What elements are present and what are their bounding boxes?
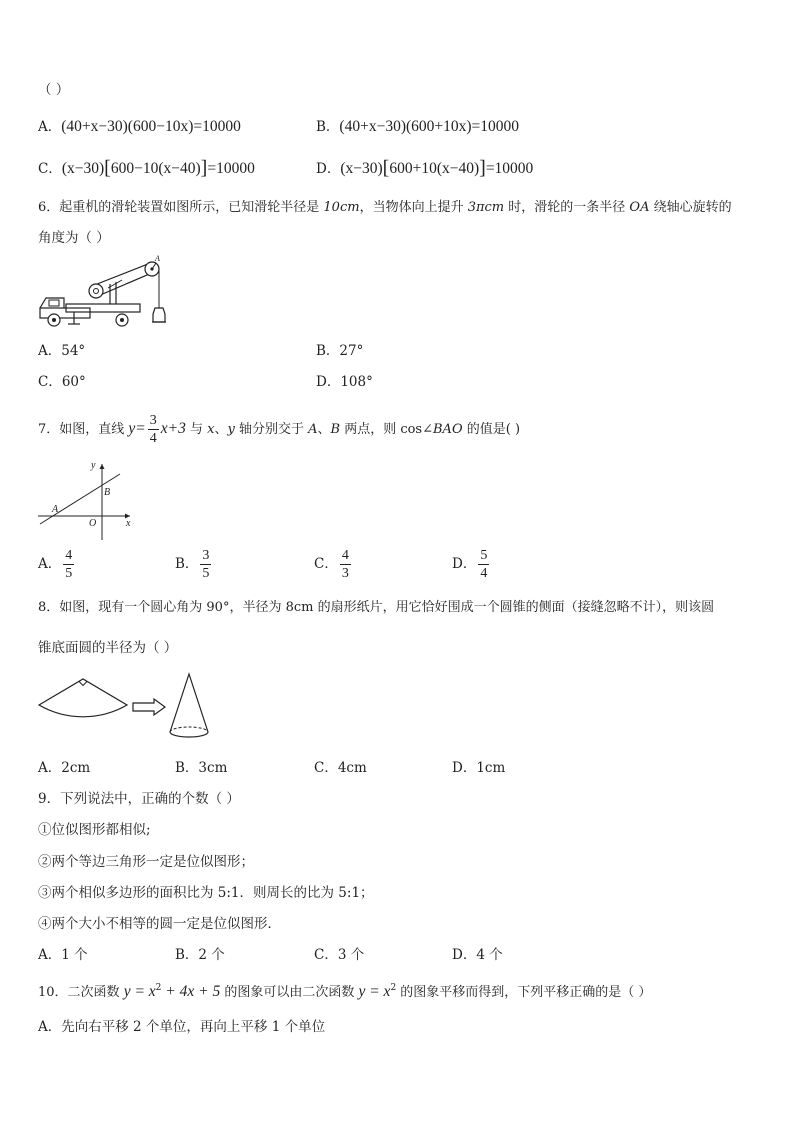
- q6-stem-line1: 6．起重机的滑轮装置如图所示，已知滑轮半径是 10cm，当物体向上提升 3πcm 时，滑轮的一条半径 OA 绕轴心旋转的: [38, 200, 732, 215]
- q7-slope-fraction: $\frac{3}{4}$: [149, 413, 157, 446]
- sector-to-cone-figure: [36, 670, 220, 754]
- pulley-label-a: A: [155, 254, 160, 263]
- q9-statement-4: ④两个大小不相等的圆一定是位似图形．: [38, 916, 281, 932]
- q9-statement-3: ③两个相似多边形的面积比为 5:1．则周长的比为 5:1；: [38, 885, 374, 901]
- q6-option-c: C．60°: [38, 374, 86, 390]
- q7-option-d: D． $\frac{5}{4}$: [452, 548, 488, 581]
- q5-blank: （ ）: [38, 82, 70, 98]
- option-expression: (x−30)[600+10(x−40)]=10000: [340, 157, 534, 179]
- q9-option-c: C．3 个: [314, 947, 365, 963]
- q6-stem-line2: 角度为（ ）: [38, 230, 110, 246]
- q9-statement-2: ②两个等边三角形一定是位似图形；: [38, 854, 254, 870]
- option-expression: (40+x−30)(600−10x)=10000: [61, 118, 241, 135]
- axis-label-x: x: [126, 518, 131, 529]
- q9-option-d: D．4 个: [452, 947, 503, 963]
- axis-label-y: y: [91, 460, 96, 471]
- q8-option-b: B．3cm: [175, 760, 228, 776]
- q7-option-a: A． $\frac{4}{5}$: [38, 548, 73, 581]
- q6-option-d: D．108°: [316, 374, 373, 390]
- point-label-a: A: [52, 504, 59, 515]
- option-expression: (40+x−30)(600+10x)=10000: [339, 118, 520, 135]
- q5-option-d: [316, 158, 533, 179]
- q5-option-a: [38, 117, 241, 137]
- q6-option-a: A．54°: [38, 343, 86, 359]
- origin-label-o: O: [89, 518, 97, 529]
- option-letter: B．: [316, 119, 340, 135]
- q9-statement-1: ①位似图形都相似;: [38, 822, 151, 838]
- q8-option-c: C．4cm: [314, 760, 367, 776]
- q8-option-a: A．2cm: [38, 760, 91, 776]
- q10-option-a: A．先向右平移 2 个单位，再向上平移 1 个单位: [38, 1019, 326, 1035]
- q7-option-b: B． $\frac{3}{5}$: [175, 548, 210, 581]
- crane-pulley-figure: [36, 250, 172, 334]
- option-letter: D．: [316, 161, 341, 177]
- q8-option-d: D．1cm: [452, 760, 506, 776]
- option-letter: A．: [38, 119, 62, 135]
- q7-stem: 7．如图，直线 y= $\frac{3}{4}$ x+3 与 x、y 轴分别交于 A、B 两点，则 cos∠BAO 的值是( ): [38, 413, 521, 446]
- q9-option-b: B．2 个: [175, 947, 225, 963]
- q8-stem-line2: 锥底面圆的半径为（ ）: [38, 640, 178, 656]
- q10-stem: 10．二次函数 $y = x^2 + 4x + 5$ 的图象可以由二次函数 $y = x^2$ 的图象平移而得到，下列平移正确的是（ ）: [38, 983, 652, 1000]
- option-letter: C．: [38, 161, 62, 177]
- q5-option-c: [38, 158, 255, 179]
- q9-stem: 9．下列说法中，正确的个数（ ）: [38, 791, 240, 807]
- q8-stem-line1: 8．如图，现有一个圆心角为 90°，半径为 8cm 的扇形纸片，用它恰好围成一个圆锥的侧面（接缝忽略不计），则该圆: [38, 600, 715, 615]
- line-axes-figure: [36, 458, 140, 542]
- q7-option-c: C． $\frac{4}{3}$: [314, 548, 349, 581]
- q5-option-b: [316, 117, 519, 137]
- option-expression: (x−30)[600−10(x−40)]=10000: [61, 157, 255, 179]
- point-label-b: B: [104, 487, 111, 498]
- q6-option-b: B．27°: [316, 343, 364, 359]
- q9-option-a: A．1 个: [38, 947, 88, 963]
